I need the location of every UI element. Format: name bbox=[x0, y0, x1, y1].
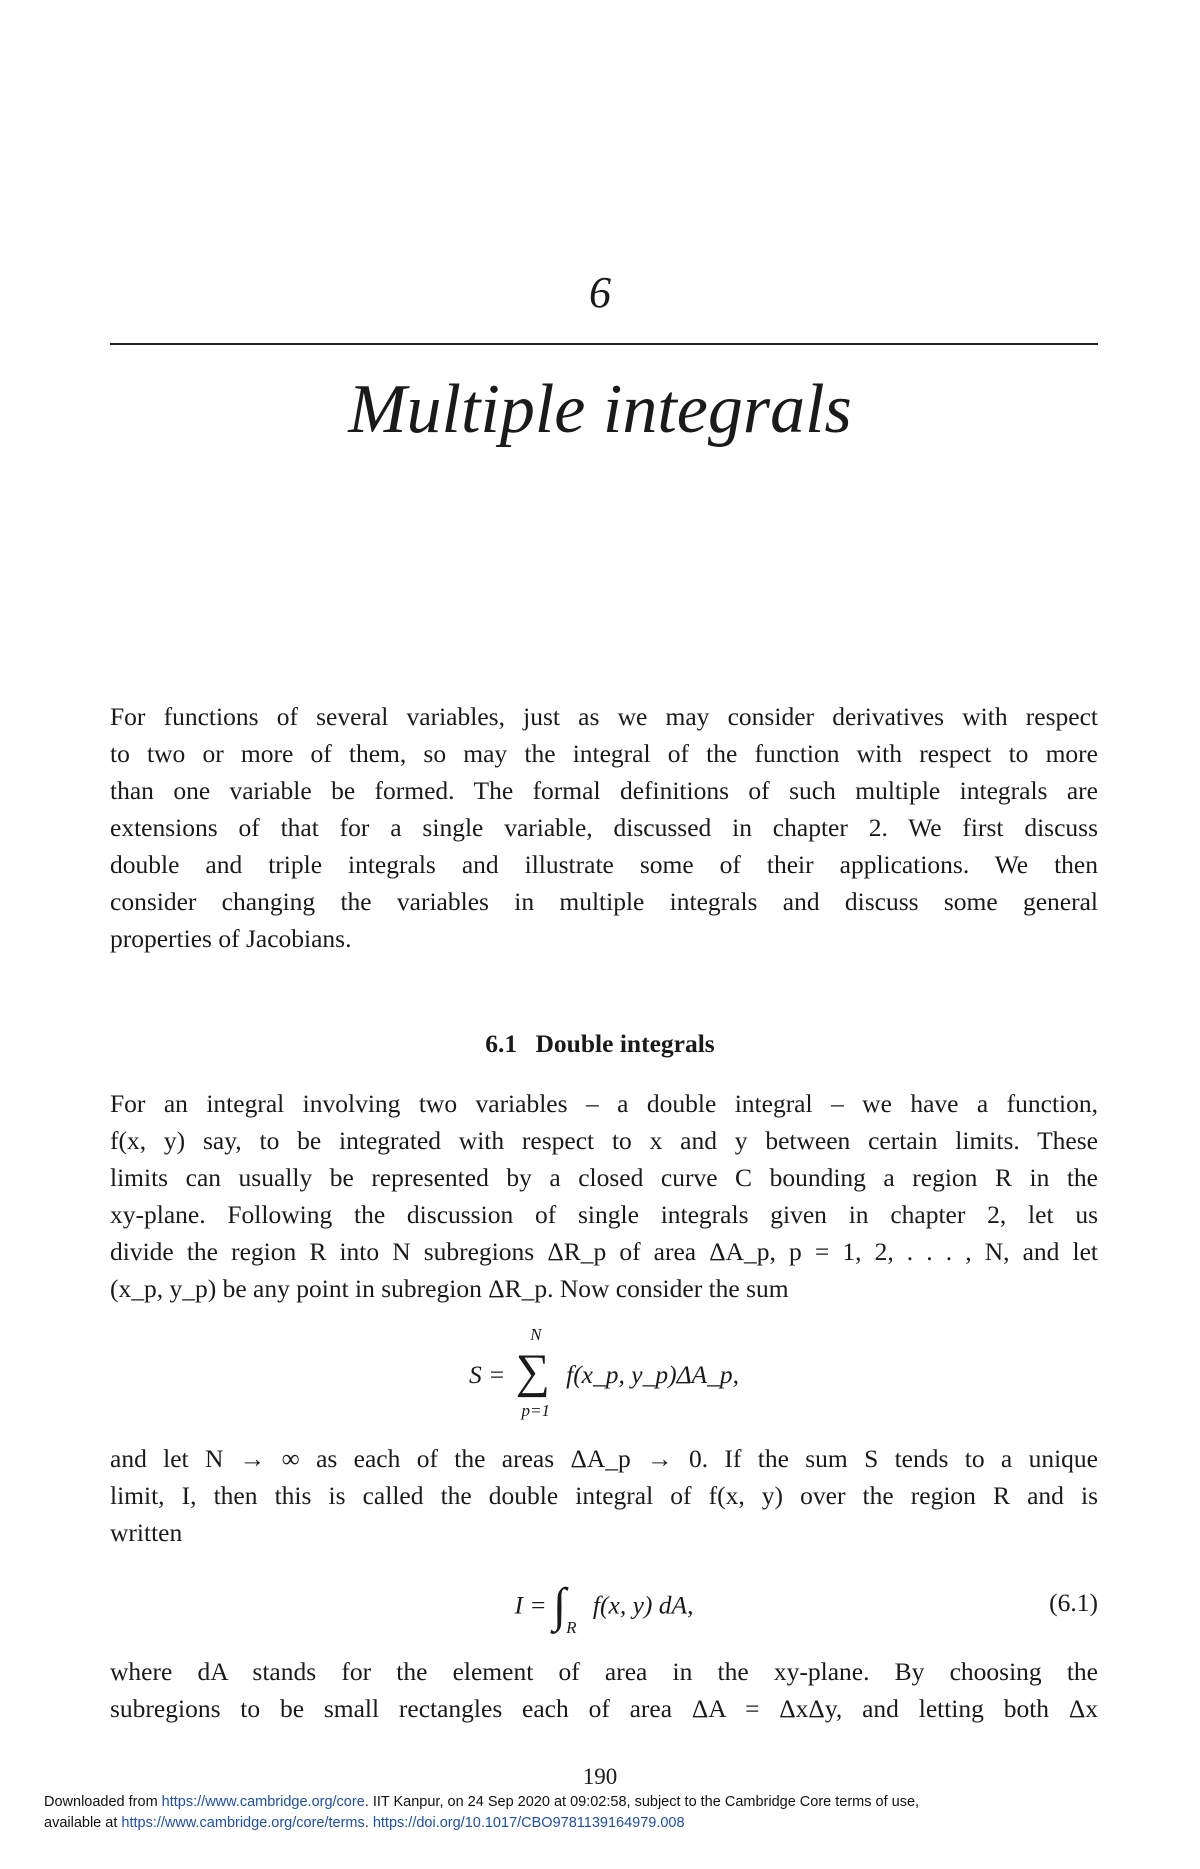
section-title: Double integrals bbox=[535, 1029, 715, 1058]
summation-sign bbox=[512, 1325, 560, 1425]
sum-upper-limit: N bbox=[530, 1325, 542, 1344]
doi-link[interactable]: https://doi.org/10.1017/CBO9781139164979.008 bbox=[372, 1815, 685, 1831]
paragraph-1 bbox=[110, 1085, 1098, 1307]
equation-label: (6.1) bbox=[1049, 1588, 1098, 1617]
sum-lhs: S = bbox=[469, 1360, 506, 1389]
integral-sign-icon: ∫ bbox=[553, 1579, 567, 1632]
intro-paragraph bbox=[110, 698, 1098, 957]
paragraph-line: divide the region R into N subregions ΔR_p of area ΔA_p, p = 1, 2, . . . , N, and let bbox=[110, 1237, 1098, 1266]
chapter-rule bbox=[110, 343, 1098, 345]
paragraph-line: (x_p, y_p) be any point in subregion ΔR_p. Now consider the sum bbox=[110, 1274, 789, 1303]
footer-line-1 bbox=[44, 1792, 1164, 1812]
footer-text: Downloaded from bbox=[44, 1794, 162, 1810]
intro-line: than one variable be formed. The formal definitions of such multiple integrals are bbox=[110, 776, 1098, 805]
sum-lower-limit: p=1 bbox=[521, 1401, 550, 1420]
sum-body: f(x_p, y_p)ΔA_p, bbox=[566, 1360, 739, 1389]
footer-text: available at bbox=[44, 1815, 122, 1831]
terms-link[interactable]: https://www.cambridge.org/core/terms bbox=[121, 1815, 365, 1831]
footer-text: . bbox=[364, 1815, 373, 1831]
paragraph-line: limits can usually be represented by a closed curve C bounding a region R in the bbox=[110, 1163, 1098, 1192]
paragraph-line: subregions to be small rectangles each of area ΔA = ΔxΔy, and letting both Δx bbox=[110, 1694, 1098, 1723]
section-heading bbox=[0, 1027, 1200, 1061]
chapter-title: Multiple integrals bbox=[348, 371, 852, 448]
paragraph-line: xy-plane. Following the discussion of single integrals given in chapter 2, let us bbox=[110, 1200, 1098, 1229]
integral-lhs: I = bbox=[514, 1590, 547, 1620]
paragraph-line: limit, I, then this is called the double integral of f(x, y) over the region R and is bbox=[110, 1481, 1098, 1510]
page-number: 190 bbox=[582, 1764, 618, 1789]
integral-region: R bbox=[566, 1618, 577, 1638]
sum-equation bbox=[110, 1325, 1098, 1425]
chapter-number: 6 bbox=[589, 268, 611, 317]
intro-line: For functions of several variables, just as we may consider derivatives with respect bbox=[110, 702, 1098, 731]
footer-line-2 bbox=[44, 1813, 1164, 1833]
paragraph-line: For an integral involving two variables – a double integral – we have a function, bbox=[110, 1089, 1098, 1118]
section-number: 6.1 bbox=[485, 1029, 518, 1058]
sigma-icon: ∑ bbox=[515, 1345, 550, 1398]
intro-line: properties of Jacobians. bbox=[110, 924, 352, 953]
paragraph-2 bbox=[110, 1440, 1098, 1551]
intro-line: consider changing the variables in multiple integrals and discuss some general bbox=[110, 887, 1098, 916]
paragraph-3 bbox=[110, 1653, 1098, 1727]
paragraph-line: written bbox=[110, 1518, 183, 1547]
paragraph-line: and let N → ∞ as each of the areas ΔA_p → 0. If the sum S tends to a unique bbox=[110, 1444, 1098, 1473]
intro-line: to two or more of them, so may the integral of the function with respect to more bbox=[110, 739, 1098, 768]
paragraph-line: f(x, y) say, to be integrated with respect to x and y between certain limits. These bbox=[110, 1126, 1098, 1155]
integral-body: f(x, y) dA, bbox=[592, 1590, 694, 1620]
paragraph-line: where dA stands for the element of area in the xy-plane. By choosing the bbox=[110, 1657, 1098, 1686]
cambridge-core-link[interactable]: https://www.cambridge.org/core bbox=[161, 1794, 365, 1810]
intro-line: double and triple integrals and illustrate some of their applications. We then bbox=[110, 850, 1098, 879]
integral-equation bbox=[110, 1578, 1098, 1648]
footer-text: . IIT Kanpur, on 24 Sep 2020 at 09:02:58, subject to the Cambridge Core terms of use, bbox=[364, 1794, 920, 1810]
intro-line: extensions of that for a single variable, discussed in chapter 2. We first discuss bbox=[110, 813, 1098, 842]
